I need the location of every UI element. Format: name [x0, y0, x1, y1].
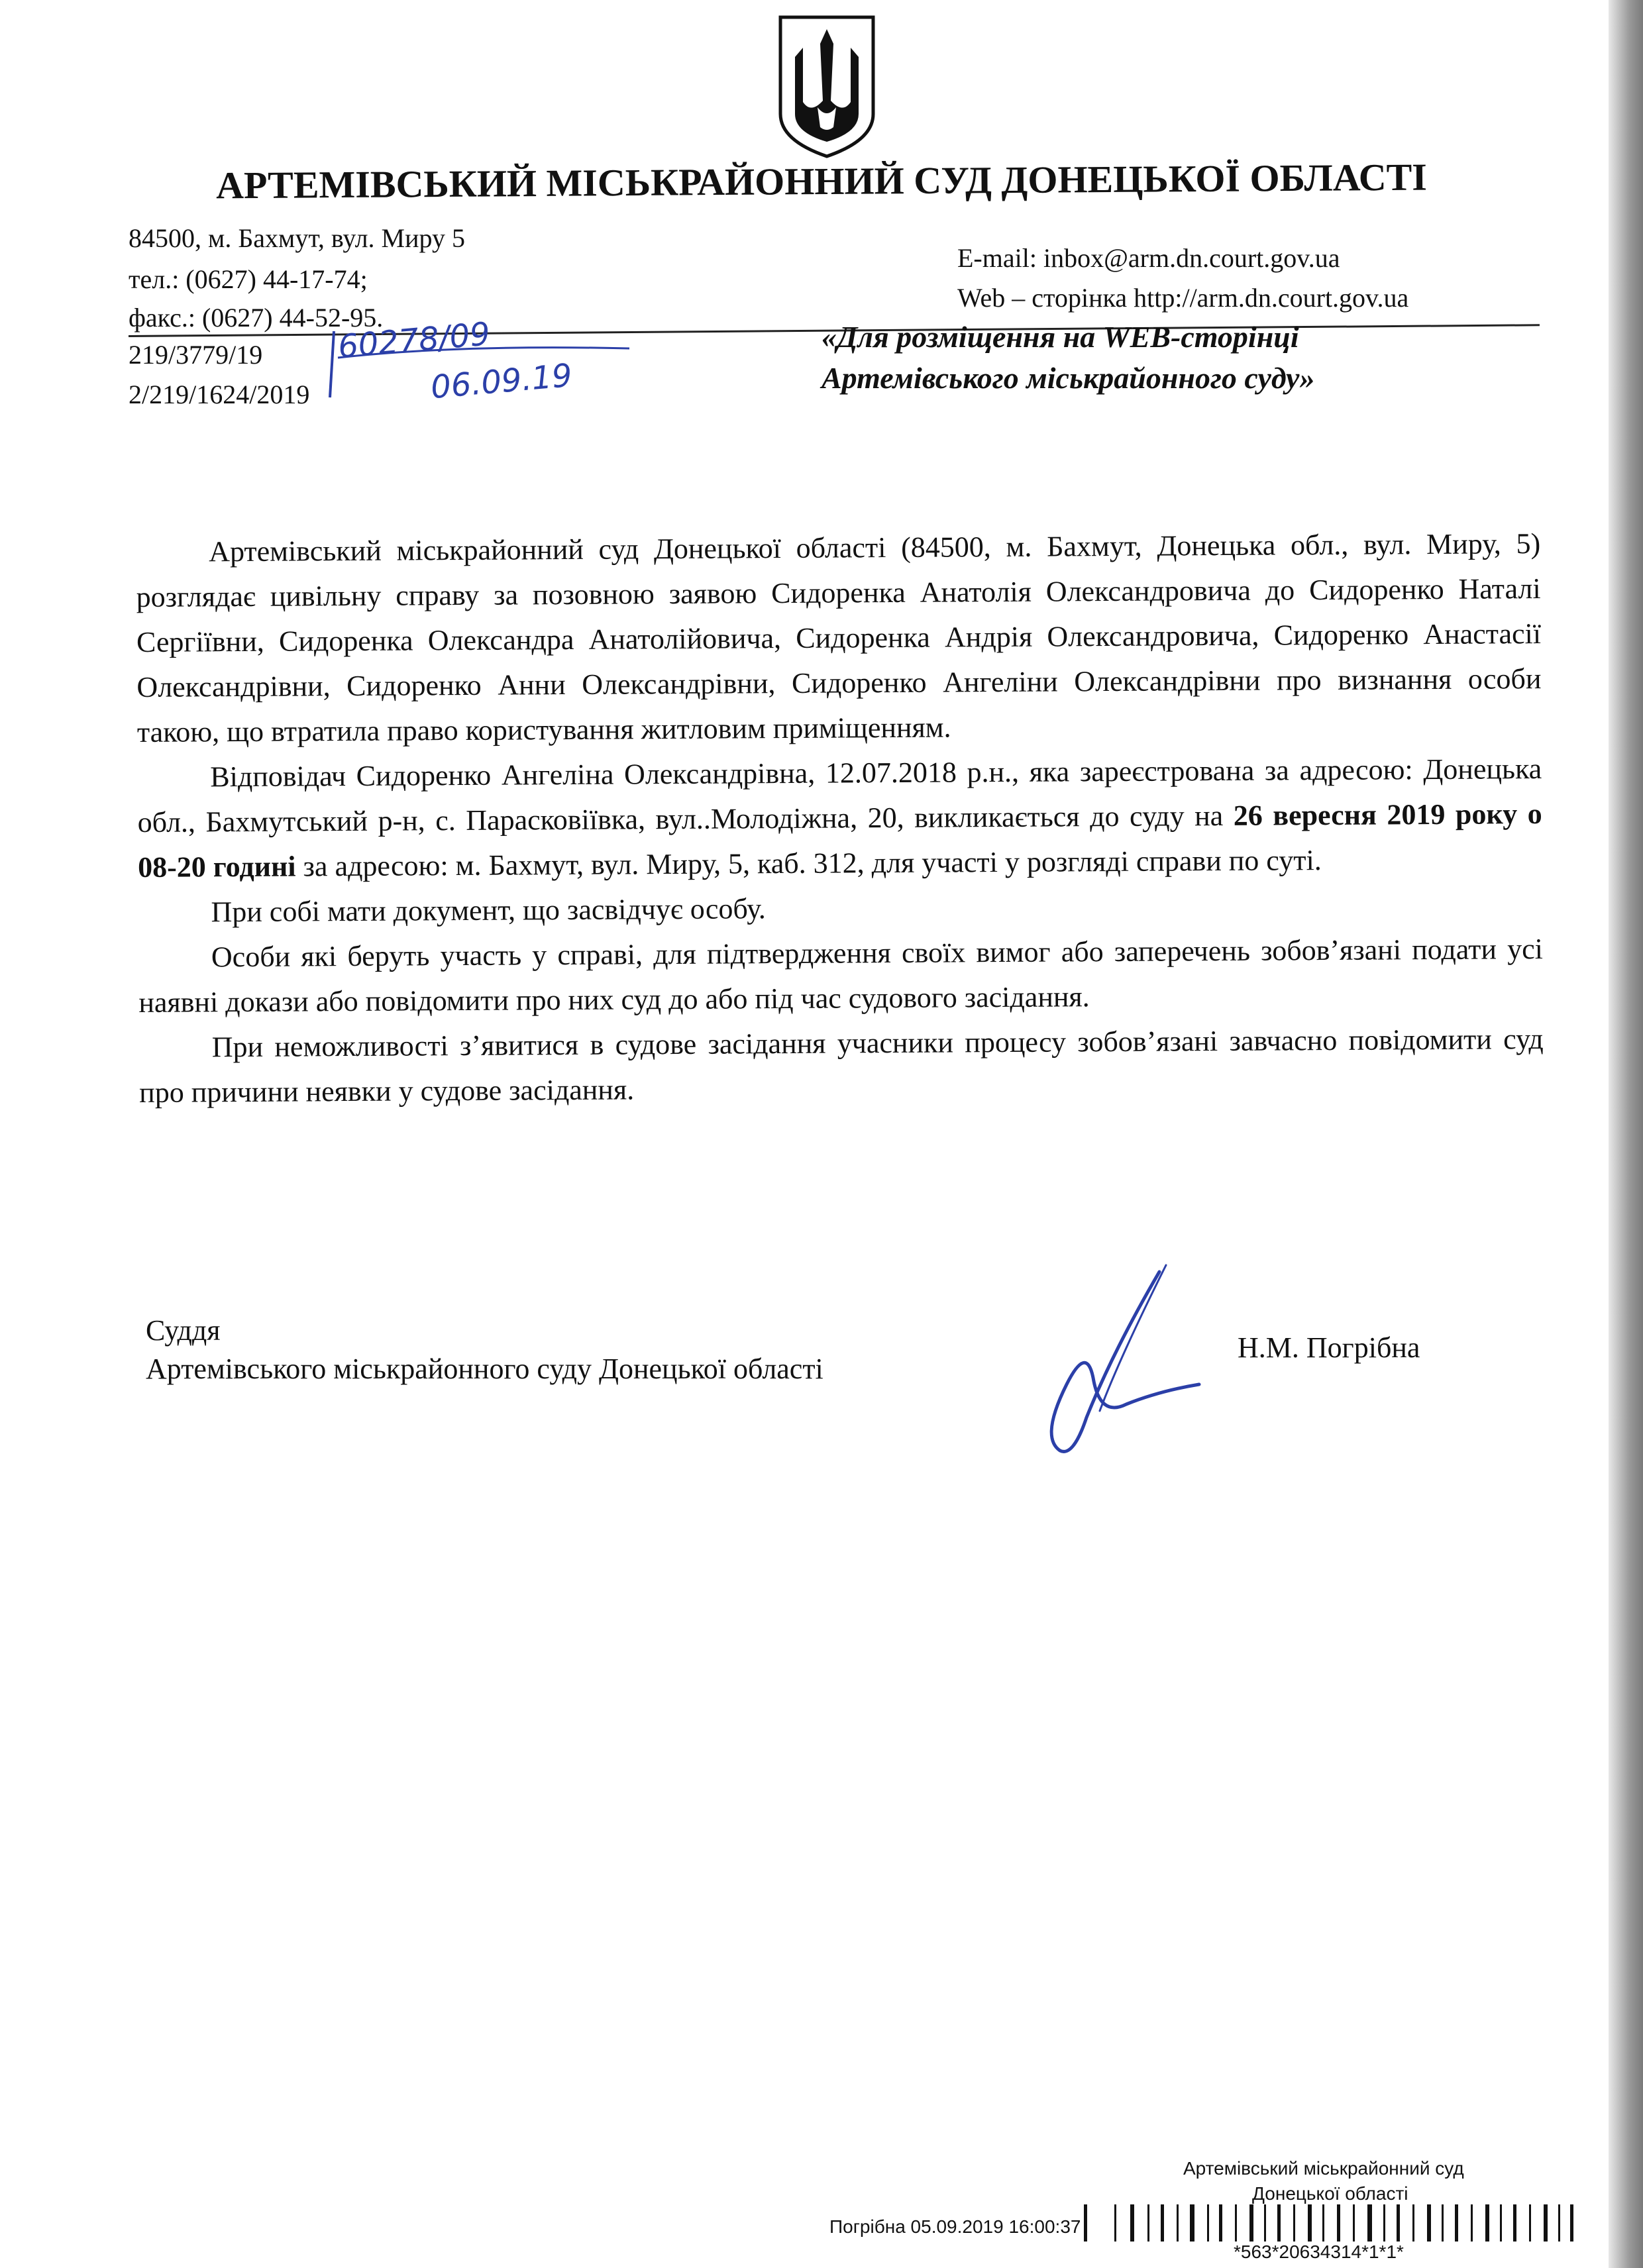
judge-name: Н.М. Погрібна [1238, 1331, 1420, 1364]
body-paragraph-3: При собі мати документ, що засвідчує особу. [211, 892, 766, 929]
handwritten-registration-date: 06.09.19 [429, 356, 574, 407]
web-note-line-1: «Для розміщення на WEB-сторінці [822, 320, 1299, 354]
body-paragraph-4: Особи які беруть участь у справі, для підтвердження своїх вимог або заперечень зобов’язані подати усі наявні докази або повідомити про них суд до або під час судового засідання. [138, 933, 1544, 1019]
summons-text-end: за адресою: м. Бахмут, вул. Миру, 5, каб. 312, для участі у розгляді справи по суті. [295, 844, 1322, 883]
summons-text-start: Відповідач Сидоренко Ангеліна Олександрівна, 12.07.2018 р.н., яка зареєстрована за адресою: Донецька обл., Бахмутський р-н, с. Парасковіївка, вул..Молодіжна, 20, викликається до суду на [137, 752, 1542, 839]
web-note-line-2: Артемівського міськрайонного суду» [822, 361, 1315, 395]
footer-court-line-1: Артемівський міськрайонний суд [1183, 2158, 1464, 2179]
hearing-datetime: 26 вересня 2019 року о 08-20 годині [137, 798, 1542, 884]
body-paragraph-5: При неможливості з’явитися в судове засідання учасники процесу зобов’язані завчасно повідомити суд про причини неявки у судове засідання. [139, 1023, 1544, 1109]
signature-court: Артемівського міськрайонного суду Донецької області [146, 1353, 823, 1385]
barcode-text: *563*20634314*1*1* [1234, 2242, 1404, 2262]
court-phone: тел.: (0627) 44-17-74; [129, 264, 368, 294]
body-paragraph-2 [137, 747, 1542, 890]
court-fax: факс.: (0627) 44-52-95. [129, 303, 384, 333]
footer-registration-stamp: Погрібна 05.09.2019 16:00:37 [829, 2216, 1081, 2237]
coat-of-arms-icon [776, 15, 877, 159]
court-email: E-mail: inbox@arm.dn.court.gov.ua [957, 243, 1340, 273]
notice-body [136, 521, 1544, 1115]
court-name-title: АРТЕМІВСЬКИЙ МІСЬКРАЙОННИЙ СУД ДОНЕЦЬКОЇ ОБЛАСТІ [215, 155, 1428, 207]
body-paragraph-1: Артемівський міськрайонний суд Донецької області (84500, м. Бахмут, Донецька обл., вул. Миру, 5) розглядає цивільну справу за позовною заявою Сидоренка Анатолія Олександровича до Сидоренко Наталі Сергіївни, Сидоренка Олександра Анатолійовича, Сидоренка Андрія Олександровича, Сидоренко Анастасії Олександрівни, Сидоренко Анни Олександрівни, Сидоренко Ангеліни Олександрівни про визнання особи такою, що втратила право користування житловим приміщенням. [136, 527, 1542, 748]
handwritten-underline-icon [325, 318, 656, 411]
scan-edge-shadow [1609, 0, 1643, 2268]
handwritten-signature-icon [1014, 1259, 1212, 1470]
court-website: Web – сторінка http://arm.dn.court.gov.ua [957, 283, 1409, 313]
signature-role: Суддя [146, 1314, 221, 1347]
barcode-icon [1084, 2204, 1574, 2242]
web-publication-note [822, 317, 1484, 399]
court-address: 84500, м. Бахмут, вул. Миру 5 [129, 223, 465, 253]
footer-court-line-2: Донецької області [1252, 2183, 1408, 2204]
handwritten-registration-number: 60278/09 [336, 315, 492, 366]
case-number: 219/3779/19 [129, 340, 263, 370]
proceeding-number: 2/219/1624/2019 [129, 380, 310, 409]
